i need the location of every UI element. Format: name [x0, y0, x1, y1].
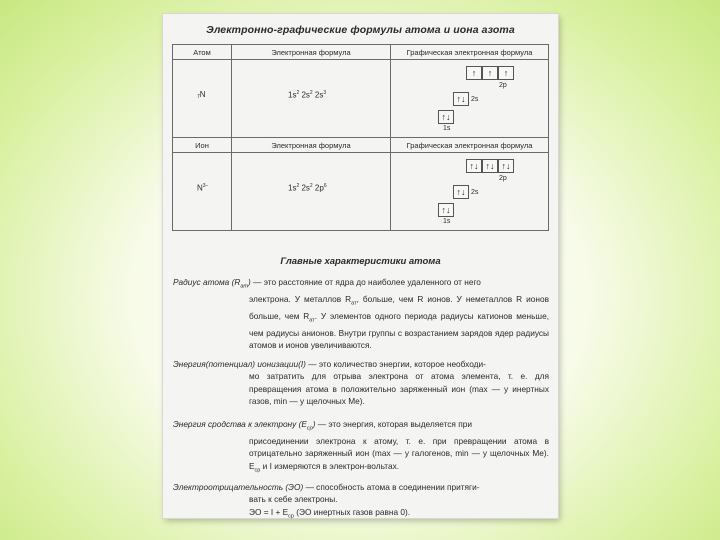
table-header-row: [173, 45, 549, 60]
header-atom: Атом: [173, 45, 232, 60]
definition-formula: ЭО = $I + E_{ср}$ (ЭО инертных газов равна 0).: [249, 506, 411, 520]
definition-electron-affinity: [173, 418, 549, 477]
definition-text: — это энергия, которая выделяется при: [315, 419, 472, 429]
element-symbol: N: [197, 183, 203, 193]
ion-orbital-diagram: [391, 153, 549, 231]
ion-formula-cell: [232, 153, 391, 231]
table-row-ion: [173, 153, 549, 231]
electron-formula-table: [172, 44, 549, 231]
definition-text: — это количество энергии, которое необходи-: [305, 359, 486, 369]
header-ion: Ион: [173, 138, 232, 153]
atom-electron-formula: $1s^2$ $2s^2$ $2s^3$: [288, 90, 327, 100]
table-header-row: [173, 138, 549, 153]
header-graphic-formula: Графическая электронная формула: [391, 138, 549, 153]
ion-symbol: [197, 183, 208, 193]
definition-continuation: электрона. У металлов $R_{ат}$, больше, чем R ионов. У неметаллов R ионов больше, чем $R_{ат}$. У элементов одного периода радиусы катионов меньше, чем радиусы анионов. Внутри группы с возрастанием зарядов ядер радиусы атомов и ионов увеличиваются.: [249, 293, 549, 351]
definition-electronegativity: [173, 481, 549, 523]
orbital-cell: ↑↓: [453, 92, 469, 106]
orbital-cell: ↑↓: [438, 110, 454, 124]
orbital-label-2s: 2s: [471, 96, 479, 103]
atom-symbol-cell: [173, 60, 232, 138]
definition-term: Энергия(потенциал) ионизации(I): [173, 359, 306, 369]
header-graphic-formula: Графическая электронная формула: [391, 45, 549, 60]
orbital-label-2p: 2p: [499, 175, 507, 182]
definition-continuation: мо затратить для отрыва электрона от атома элемента, т. е. для превращения атома в положительно заряженный ион (max — у инертных газов, min — у щелочных Me).: [249, 371, 549, 406]
page-title: Электронно-графические формулы атома и иона азота: [206, 24, 515, 36]
orbital-label-2s: 2s: [471, 189, 479, 196]
orbital-cell: ↑: [466, 66, 482, 80]
ion-charge: 3−: [202, 183, 209, 189]
orbital-cell: ↑: [498, 66, 514, 80]
orbital-cell: ↑↓: [453, 185, 469, 199]
definition-ionization-energy: [173, 358, 549, 407]
ion-electron-formula: $1s^2$ $2s^2$ $2p^6$: [288, 183, 327, 193]
orbital-label-1s: 1s: [443, 218, 451, 225]
definition-atomic-radius: [173, 276, 549, 351]
orbital-label-1s: 1s: [443, 125, 451, 132]
ion-symbol-cell: [173, 153, 232, 231]
definition-term: Электроотрицательность (ЭО): [173, 482, 304, 492]
header-electron-formula: Электронная формула: [232, 138, 391, 153]
orbital-cell: ↑↓: [466, 159, 482, 173]
definition-continuation: вать к себе электроны.: [249, 494, 338, 505]
orbital-cell: ↑↓: [438, 203, 454, 217]
atomic-number: 7: [197, 94, 200, 100]
definition-text: — способность атома в соединении притяги-: [303, 482, 480, 492]
table-row-atom: [173, 60, 549, 138]
orbital-cell: ↑↓: [482, 159, 498, 173]
orbital-label-2p: 2p: [499, 82, 507, 89]
element-symbol: N: [199, 90, 206, 99]
atom-formula-cell: [232, 60, 391, 138]
definition-term: Энергия сродства к электрону $(E_{ср})$: [173, 419, 316, 432]
orbital-cell: ↑↓: [498, 159, 514, 173]
header-electron-formula: Электронная формула: [232, 45, 391, 60]
atom-symbol: [197, 90, 206, 100]
scanned-page: [163, 14, 558, 518]
section-title: Главные характеристики атома: [280, 256, 441, 267]
orbital-cell: ↑: [482, 66, 498, 80]
definition-text: — это расстояние от ядра до наиболее удаленного от него: [250, 277, 481, 287]
atom-orbital-diagram: [391, 60, 549, 138]
definition-continuation: присоединении электрона к атому, т. е. при превращении атома в отрицательно заряженный ион (max — у галогенов, min — у щелочных Me). $E_{ср}$ и I измеряются в электрон-вольтах.: [249, 435, 549, 474]
definition-term: Радиус атома $(R_{ат})$: [173, 277, 251, 290]
